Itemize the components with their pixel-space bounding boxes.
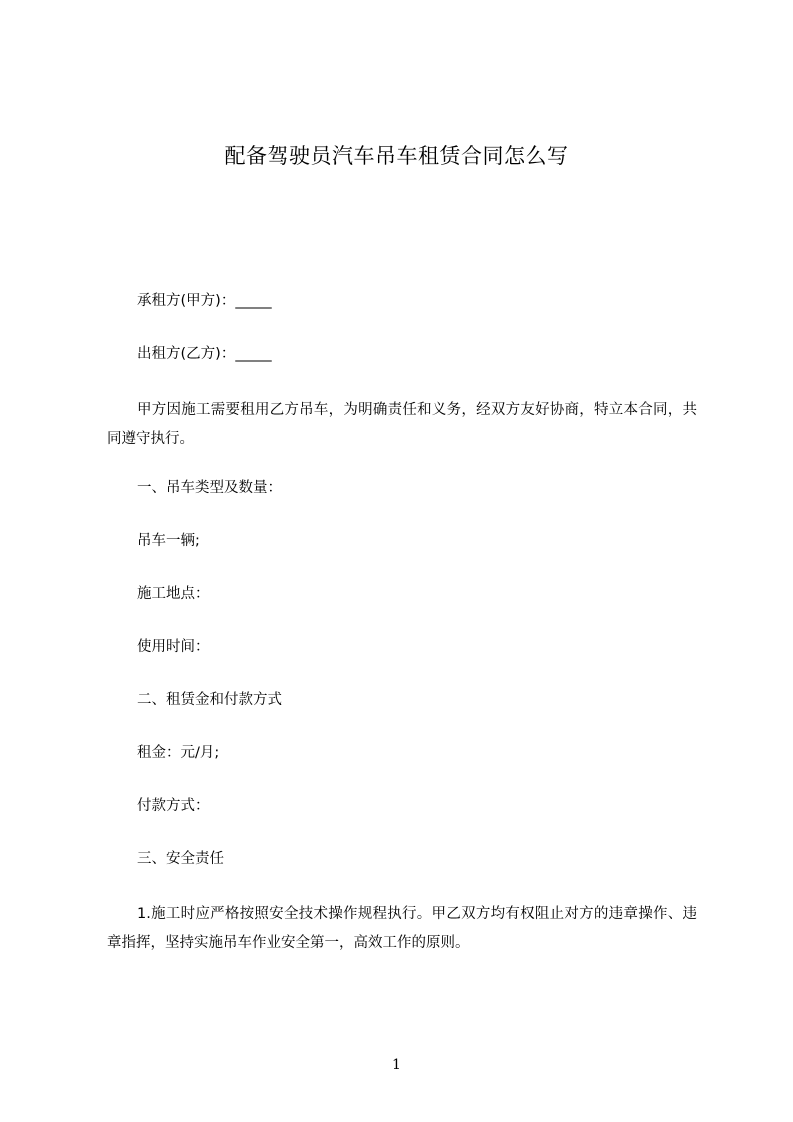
intro-paragraph: 甲方因施工需要租用乙方吊车，为明确责任和义务，经双方友好协商，特立本合同，共同遵守执行。 xyxy=(107,402,697,447)
rent-line: 租金：元/月; xyxy=(137,745,220,761)
site-line: 施工地点： xyxy=(137,586,210,602)
page-number: 1 xyxy=(392,1057,401,1073)
clause-1-paragraph: 1.施工时应严格按照安全技术操作规程执行。甲乙双方均有权阻止对方的违章操作、违章指挥，坚持实施吊车作业安全第一，高效工作的原则。 xyxy=(107,906,697,951)
section-2-heading: 二、租赁金和付款方式 xyxy=(137,692,282,708)
usage-time-line: 使用时间： xyxy=(137,639,210,655)
crane-count-line: 吊车一辆; xyxy=(137,533,200,549)
document-title: 配备驾驶员汽车吊车租赁合同怎么写 xyxy=(224,144,569,168)
section-3-heading: 三、安全责任 xyxy=(137,851,224,867)
payment-method-line: 付款方式： xyxy=(137,798,210,814)
section-1-heading: 一、吊车类型及数量： xyxy=(137,480,282,496)
lessee-line: 承租方(甲方)：_____ xyxy=(137,293,272,309)
lessor-line: 出租方(乙方)：_____ xyxy=(137,346,272,362)
